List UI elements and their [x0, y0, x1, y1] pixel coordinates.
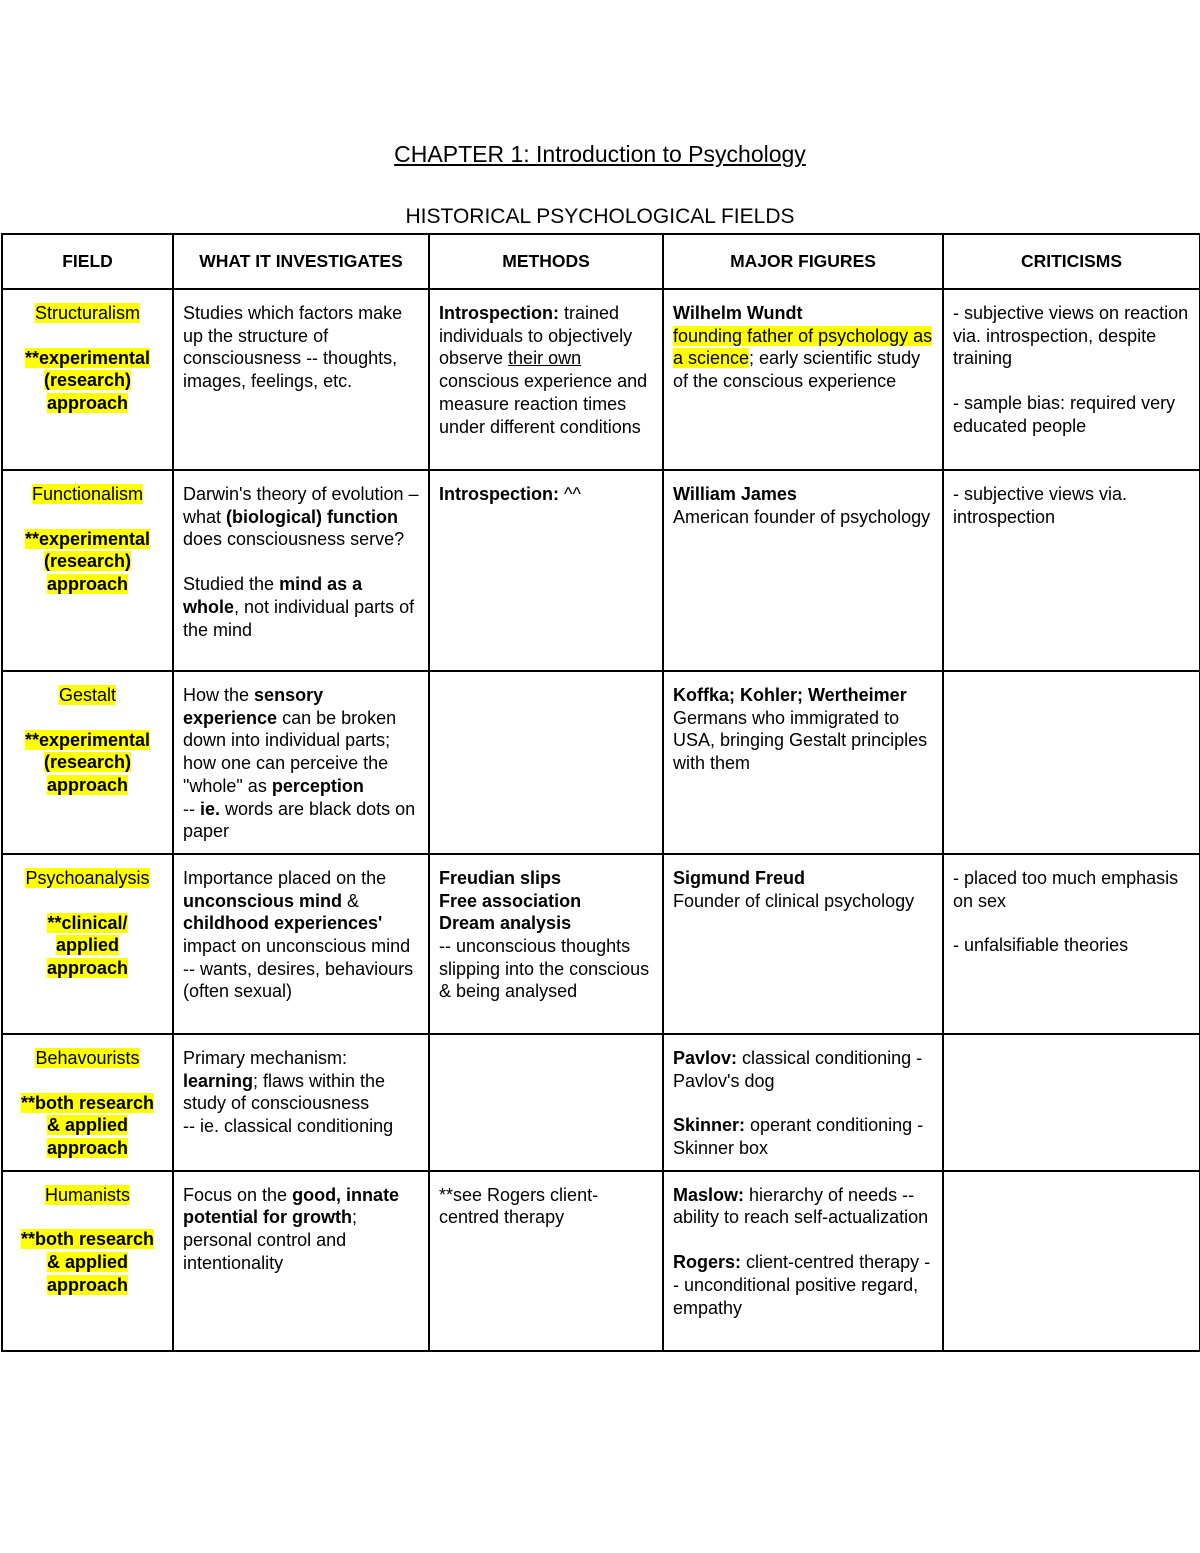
approach-line: (research) — [43, 370, 132, 391]
criticism-item: - unfalsifiable theories — [953, 935, 1129, 956]
page-title: CHAPTER 1: Introduction to Psychology — [394, 141, 806, 167]
investigates-text: does consciousness serve? — [183, 529, 405, 550]
field-cell — [2, 1034, 173, 1171]
criticism-item: - placed too much emphasis on sex — [953, 867, 1179, 911]
investigates-text: words are black dots on paper — [183, 798, 416, 842]
figure-desc: American founder of psychology — [673, 506, 931, 527]
investigates-emphasis: ie. — [200, 798, 221, 819]
figure-name: William James — [673, 484, 797, 504]
table-row — [2, 671, 1200, 854]
investigates-text: -- — [183, 798, 200, 819]
method-term: Dream analysis — [439, 913, 572, 934]
investigates-cell — [173, 671, 429, 854]
field-cell — [2, 289, 173, 470]
figure-name: Sigmund Freud — [673, 867, 805, 888]
criticisms-cell — [943, 1034, 1200, 1171]
table-row — [2, 1034, 1200, 1171]
investigates-text: ; personal control and intentionality — [183, 1207, 357, 1273]
methods-cell — [429, 289, 663, 470]
investigates-text: can be broken down into individual parts; how one can perceive the "whole" as — [183, 707, 397, 796]
figures-cell — [663, 854, 943, 1034]
field-cell — [2, 854, 173, 1034]
approach-line: approach — [46, 574, 129, 595]
approach-line: & applied — [46, 1252, 128, 1273]
approach-line: (research) — [43, 551, 132, 572]
figure-name: Maslow: — [673, 1184, 745, 1205]
investigates-emphasis: perception — [271, 775, 364, 796]
investigates-emphasis: childhood experiences' — [183, 913, 383, 934]
header-row — [2, 234, 1200, 289]
investigates-emphasis: learning — [183, 1070, 254, 1091]
figure-name: Wilhelm Wundt — [673, 303, 803, 323]
investigates-text: -- ie. classical conditioning — [183, 1116, 394, 1137]
field-cell — [2, 671, 173, 854]
criticisms-cell — [943, 470, 1200, 671]
figures-cell — [663, 1034, 943, 1171]
method-text: -- unconscious thoughts slipping into the conscious & being analysed — [439, 936, 650, 1002]
criticisms-cell — [943, 671, 1200, 854]
criticisms-cell — [943, 1171, 1200, 1351]
figure-desc: hierarchy of needs -- ability to reach self-actualization — [673, 1184, 929, 1228]
header-major-figures: MAJOR FIGURES — [663, 234, 943, 289]
approach-line: approach — [46, 958, 129, 979]
field-name: Gestalt — [58, 685, 117, 705]
approach-line: **both research — [20, 1229, 155, 1250]
field-name: Humanists — [44, 1184, 131, 1205]
investigates-emphasis: good, innate potential for growth — [183, 1184, 400, 1228]
method-term: Introspection: — [439, 303, 559, 323]
methods-cell — [429, 1034, 663, 1171]
criticism-item: - subjective views via. introspection — [953, 484, 1128, 527]
method-emphasis: their own — [508, 348, 582, 369]
table-title: HISTORICAL PSYCHOLOGICAL FIELDS — [405, 205, 795, 228]
investigates-emphasis: (biological) function — [226, 506, 399, 527]
approach-line: **clinical/ — [47, 912, 128, 933]
approach-line: applied — [55, 935, 119, 956]
investigates-text: Primary mechanism: — [183, 1047, 348, 1068]
investigates-text: Importance placed on the — [183, 867, 387, 888]
figure-name: Pavlov: — [673, 1047, 738, 1068]
figures-cell — [663, 470, 943, 671]
investigates-text: How the — [183, 685, 255, 705]
field-name: Structuralism — [34, 303, 141, 323]
investigates-emphasis: sensory experience — [183, 685, 324, 728]
criticisms-cell — [943, 289, 1200, 470]
figure-name: Koffka; Kohler; Wertheimer — [673, 685, 907, 705]
investigates-cell — [173, 470, 429, 671]
method-term: Free association — [439, 890, 582, 911]
field-cell — [2, 470, 173, 671]
investigates-text: Focus on the — [183, 1184, 293, 1205]
approach-line: & applied — [46, 1115, 128, 1136]
investigates-text: , not individual parts of the mind — [183, 596, 415, 640]
figure-desc: Germans who immigrated to USA, bringing Gestalt principles with them — [673, 707, 928, 774]
figures-cell — [663, 1171, 943, 1351]
historical-fields-table — [1, 233, 1200, 1352]
method-text: ^^ — [559, 484, 581, 504]
method-text: conscious experience and measure reaction times under different conditions — [439, 371, 648, 437]
figure-name: Rogers: — [673, 1252, 742, 1273]
table-row — [2, 470, 1200, 671]
investigates-text: impact on unconscious mind -- wants, desires, behaviours (often sexual) — [183, 936, 414, 1002]
figure-name: Skinner: — [673, 1115, 746, 1136]
figure-desc: ; early scientific study of the conscious experience — [673, 348, 921, 392]
approach-line: approach — [46, 1274, 129, 1295]
header-investigates: WHAT IT INVESTIGATES — [173, 234, 429, 289]
field-name: Psychoanalysis — [25, 867, 150, 888]
approach-line: **experimental — [24, 729, 151, 750]
figures-cell — [663, 671, 943, 854]
figure-desc: operant conditioning - Skinner box — [673, 1115, 924, 1159]
approach-line: approach — [46, 393, 129, 414]
method-term: Freudian slips — [439, 867, 562, 888]
header-field: FIELD — [2, 234, 173, 289]
field-cell — [2, 1171, 173, 1351]
criticism-item: - sample bias: required very educated people — [953, 393, 1176, 436]
figures-cell — [663, 289, 943, 470]
field-name: Functionalism — [31, 484, 144, 504]
investigates-cell — [173, 854, 429, 1034]
header-methods: METHODS — [429, 234, 663, 289]
investigates-emphasis: mind as a whole — [183, 574, 363, 617]
investigates-cell — [173, 289, 429, 470]
table-row — [2, 289, 1200, 470]
approach-line: **experimental — [24, 528, 151, 549]
figure-desc: Founder of clinical psychology — [673, 890, 915, 911]
investigates-emphasis: unconscious mind — [183, 890, 343, 911]
methods-cell — [429, 1171, 663, 1351]
investigates-cell — [173, 1034, 429, 1171]
investigates-text: ; flaws within the study of consciousness — [183, 1070, 386, 1114]
methods-cell — [429, 671, 663, 854]
field-name: Behavourists — [35, 1047, 140, 1068]
investigates-text: Studies which factors make up the structure of consciousness -- thoughts, images, feelings, etc. — [183, 303, 403, 392]
figure-highlight: founding father of psychology as a science — [673, 325, 933, 369]
figure-desc: client-centred therapy -- unconditional positive regard, empathy — [673, 1252, 931, 1318]
investigates-text: Darwin's theory of evolution – what — [183, 484, 419, 527]
investigates-text: & — [342, 890, 360, 911]
method-text: **see Rogers client-centred therapy — [439, 1184, 599, 1228]
criticism-item: - subjective views on reaction via. introspection, despite training — [953, 303, 1189, 369]
approach-line: **experimental — [24, 347, 151, 368]
header-criticisms: CRITICISMS — [943, 234, 1200, 289]
approach-line: approach — [46, 1138, 129, 1159]
table-row — [2, 1171, 1200, 1351]
criticisms-cell — [943, 854, 1200, 1034]
approach-line: approach — [46, 775, 129, 796]
investigates-text: Studied the — [183, 574, 280, 595]
method-text: trained individuals to objectively observe — [439, 303, 633, 369]
methods-cell — [429, 470, 663, 671]
approach-line: **both research — [20, 1092, 155, 1113]
figure-desc: classical conditioning - Pavlov's dog — [673, 1047, 923, 1091]
method-term: Introspection: — [439, 484, 559, 504]
investigates-cell — [173, 1171, 429, 1351]
methods-cell — [429, 854, 663, 1034]
table-row — [2, 854, 1200, 1034]
approach-line: (research) — [43, 752, 132, 773]
